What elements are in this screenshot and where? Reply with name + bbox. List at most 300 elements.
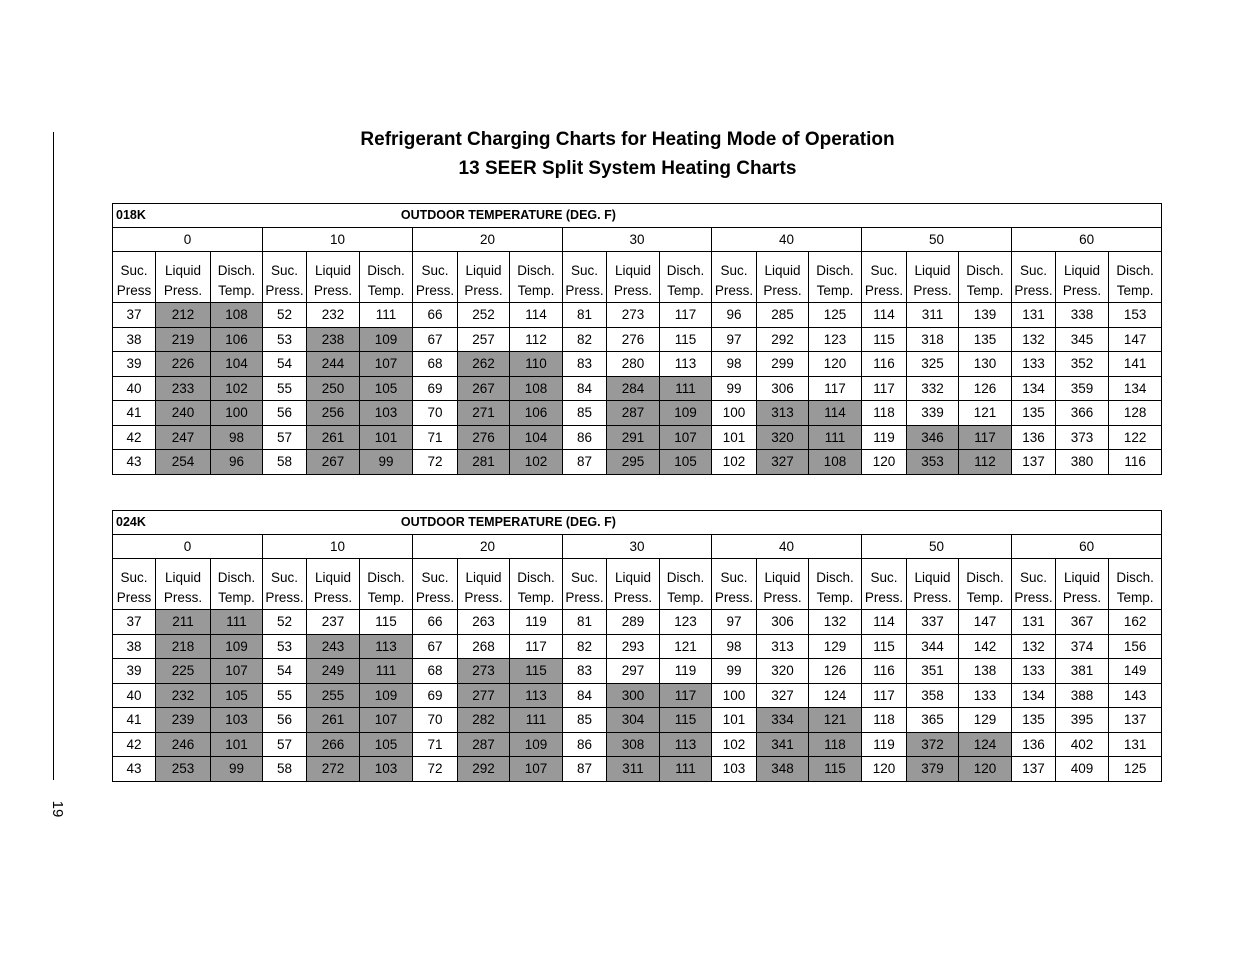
- column-header: Press.: [307, 587, 360, 610]
- table-cell: 253: [156, 757, 211, 782]
- table-cell: 107: [660, 425, 712, 450]
- table-cell: 101: [712, 708, 757, 733]
- table-cell: 139: [959, 303, 1012, 328]
- table-cell: 137: [1012, 450, 1056, 475]
- table-cell: 299: [757, 352, 809, 377]
- table-cell: 133: [1012, 352, 1056, 377]
- table-cell: 103: [360, 757, 413, 782]
- table-cell: 123: [809, 327, 862, 352]
- temperature-group-header: 60: [1012, 535, 1162, 559]
- column-header: Press.: [458, 280, 510, 303]
- table-cell: 300: [607, 683, 660, 708]
- table-cell: 311: [607, 757, 660, 782]
- column-header: Suc.: [1012, 252, 1056, 281]
- table-cell: 99: [712, 659, 757, 684]
- table-cell: 252: [458, 303, 510, 328]
- table-cell: 239: [156, 708, 211, 733]
- outdoor-temperature-heading: OUTDOOR TEMPERATURE (DEG. F): [156, 511, 1162, 535]
- temperature-group-header: 40: [712, 535, 862, 559]
- column-header: Press: [113, 587, 156, 610]
- table-cell: 43: [113, 450, 156, 475]
- table-cell: 134: [1012, 683, 1056, 708]
- table-cell: 99: [712, 376, 757, 401]
- column-header: Temp.: [660, 587, 712, 610]
- table-cell: 243: [307, 634, 360, 659]
- table-cell: 105: [211, 683, 263, 708]
- column-header: Suc.: [563, 559, 607, 588]
- table-cell: 232: [307, 303, 360, 328]
- column-header: Press.: [263, 280, 307, 303]
- column-header: Liquid: [156, 252, 211, 281]
- table-cell: 135: [1012, 401, 1056, 426]
- table-cell: 102: [510, 450, 563, 475]
- table-cell: 40: [113, 376, 156, 401]
- table-cell: 132: [809, 610, 862, 635]
- table-cell: 55: [263, 376, 307, 401]
- table-cell: 84: [563, 683, 607, 708]
- column-header: Press.: [1056, 280, 1109, 303]
- table-cell: 124: [959, 732, 1012, 757]
- table-cell: 346: [907, 425, 959, 450]
- table-cell: 292: [757, 327, 809, 352]
- table-cell: 372: [907, 732, 959, 757]
- table-cell: 232: [156, 683, 211, 708]
- table-cell: 246: [156, 732, 211, 757]
- table-cell: 281: [458, 450, 510, 475]
- table-cell: 120: [862, 450, 907, 475]
- table-cell: 86: [563, 425, 607, 450]
- table-cell: 117: [862, 683, 907, 708]
- table-cell: 297: [607, 659, 660, 684]
- table-cell: 131: [1012, 610, 1056, 635]
- table-cell: 98: [211, 425, 263, 450]
- column-header: Disch.: [510, 559, 563, 588]
- table-cell: 352: [1056, 352, 1109, 377]
- column-header: Suc.: [263, 252, 307, 281]
- table-cell: 306: [757, 376, 809, 401]
- table-cell: 381: [1056, 659, 1109, 684]
- column-header: Disch.: [959, 559, 1012, 588]
- column-header: Press.: [563, 587, 607, 610]
- table-cell: 37: [113, 303, 156, 328]
- table-cell: 66: [413, 610, 458, 635]
- table-cell: 267: [458, 376, 510, 401]
- table-cell: 126: [809, 659, 862, 684]
- column-header: Temp.: [959, 587, 1012, 610]
- column-header: Disch.: [211, 252, 263, 281]
- page-title: Refrigerant Charging Charts for Heating Mode of Operation: [360, 129, 895, 150]
- table-row: [113, 610, 1162, 635]
- column-header: Press.: [862, 587, 907, 610]
- charging-chart-024k: [112, 510, 1162, 782]
- column-header: Press.: [607, 280, 660, 303]
- table-cell: 262: [458, 352, 510, 377]
- table-cell: 96: [712, 303, 757, 328]
- table-cell: 142: [959, 634, 1012, 659]
- table-cell: 121: [809, 708, 862, 733]
- table-row: [113, 425, 1162, 450]
- table-cell: 117: [809, 376, 862, 401]
- table-cell: 108: [211, 303, 263, 328]
- table-cell: 111: [510, 708, 563, 733]
- column-header: Disch.: [360, 559, 413, 588]
- table-cell: 121: [959, 401, 1012, 426]
- table-cell: 337: [907, 610, 959, 635]
- table-cell: 308: [607, 732, 660, 757]
- column-header: Liquid: [907, 559, 959, 588]
- outdoor-temperature-heading: OUTDOOR TEMPERATURE (DEG. F): [156, 204, 1162, 228]
- table-cell: 289: [607, 610, 660, 635]
- table-cell: 273: [458, 659, 510, 684]
- table-cell: 117: [959, 425, 1012, 450]
- column-header: Suc.: [1012, 559, 1056, 588]
- table-cell: 137: [1109, 708, 1162, 733]
- table-cell: 111: [360, 659, 413, 684]
- table-cell: 115: [809, 757, 862, 782]
- table-cell: 37: [113, 610, 156, 635]
- table-cell: 87: [563, 450, 607, 475]
- table-cell: 104: [211, 352, 263, 377]
- table-cell: 105: [360, 732, 413, 757]
- table-cell: 100: [712, 401, 757, 426]
- column-header: Suc.: [712, 252, 757, 281]
- table-cell: 38: [113, 327, 156, 352]
- table-cell: 103: [211, 708, 263, 733]
- table-cell: 87: [563, 757, 607, 782]
- table-cell: 107: [360, 708, 413, 733]
- table-cell: 113: [660, 352, 712, 377]
- table-cell: 41: [113, 401, 156, 426]
- table-cell: 351: [907, 659, 959, 684]
- table-cell: 68: [413, 352, 458, 377]
- table-cell: 318: [907, 327, 959, 352]
- table-cell: 56: [263, 708, 307, 733]
- column-header: Press.: [156, 587, 211, 610]
- temperature-group-header: 0: [113, 535, 263, 559]
- column-header: Press.: [563, 280, 607, 303]
- table-cell: 97: [712, 610, 757, 635]
- table-cell: 106: [510, 401, 563, 426]
- column-header: Suc.: [413, 252, 458, 281]
- table-cell: 365: [907, 708, 959, 733]
- table-cell: 311: [907, 303, 959, 328]
- table-cell: 42: [113, 425, 156, 450]
- table-cell: 256: [307, 401, 360, 426]
- table-cell: 249: [307, 659, 360, 684]
- column-header: Liquid: [458, 559, 510, 588]
- table-cell: 287: [607, 401, 660, 426]
- column-header: Temp.: [211, 280, 263, 303]
- table-cell: 72: [413, 757, 458, 782]
- table-cell: 135: [1012, 708, 1056, 733]
- table-cell: 366: [1056, 401, 1109, 426]
- table-cell: 141: [1109, 352, 1162, 377]
- table-row: [113, 634, 1162, 659]
- table-cell: 114: [809, 401, 862, 426]
- column-header: Press.: [1012, 280, 1056, 303]
- table-cell: 113: [510, 683, 563, 708]
- temperature-group-header: 20: [413, 535, 563, 559]
- table-cell: 55: [263, 683, 307, 708]
- table-row: [113, 683, 1162, 708]
- table-cell: 107: [360, 352, 413, 377]
- temperature-group-header: 10: [263, 228, 413, 252]
- temperature-group-header: 40: [712, 228, 862, 252]
- column-header: Suc.: [113, 252, 156, 281]
- column-header: Press.: [907, 587, 959, 610]
- column-header: Liquid: [1056, 252, 1109, 281]
- table-cell: 40: [113, 683, 156, 708]
- column-header: Liquid: [1056, 559, 1109, 588]
- table-cell: 107: [510, 757, 563, 782]
- table-row: [113, 732, 1162, 757]
- table-cell: 113: [660, 732, 712, 757]
- table-cell: 257: [458, 327, 510, 352]
- table-cell: 147: [959, 610, 1012, 635]
- table-cell: 117: [862, 376, 907, 401]
- table-cell: 136: [1012, 425, 1056, 450]
- column-header: Disch.: [660, 252, 712, 281]
- table-cell: 162: [1109, 610, 1162, 635]
- table-cell: 113: [360, 634, 413, 659]
- table-cell: 71: [413, 732, 458, 757]
- column-header: Press.: [263, 587, 307, 610]
- table-cell: 373: [1056, 425, 1109, 450]
- temperature-group-header: 60: [1012, 228, 1162, 252]
- column-header: Disch.: [211, 559, 263, 588]
- table-cell: 112: [959, 450, 1012, 475]
- table-cell: 388: [1056, 683, 1109, 708]
- column-header: Press.: [1056, 587, 1109, 610]
- table-cell: 143: [1109, 683, 1162, 708]
- table-row: [113, 757, 1162, 782]
- page-number: 19: [49, 800, 66, 818]
- column-header: Temp.: [510, 280, 563, 303]
- page-margin-rule: [53, 132, 54, 780]
- table-cell: 292: [458, 757, 510, 782]
- table-cell: 268: [458, 634, 510, 659]
- column-header: Temp.: [510, 587, 563, 610]
- table-cell: 266: [307, 732, 360, 757]
- table-row: [113, 376, 1162, 401]
- table-cell: 233: [156, 376, 211, 401]
- table-cell: 334: [757, 708, 809, 733]
- table-cell: 54: [263, 352, 307, 377]
- table-cell: 111: [211, 610, 263, 635]
- table-cell: 52: [263, 610, 307, 635]
- table-cell: 348: [757, 757, 809, 782]
- table-cell: 70: [413, 401, 458, 426]
- table-cell: 276: [607, 327, 660, 352]
- column-header: Press: [113, 280, 156, 303]
- table-cell: 57: [263, 425, 307, 450]
- table-cell: 109: [211, 634, 263, 659]
- table-cell: 102: [712, 450, 757, 475]
- table-cell: 112: [510, 327, 563, 352]
- table-cell: 115: [862, 634, 907, 659]
- table-cell: 327: [757, 450, 809, 475]
- table-cell: 138: [959, 659, 1012, 684]
- table-row: [113, 303, 1162, 328]
- table-cell: 52: [263, 303, 307, 328]
- table-cell: 98: [712, 352, 757, 377]
- table-cell: 103: [360, 401, 413, 426]
- table-cell: 97: [712, 327, 757, 352]
- table-cell: 149: [1109, 659, 1162, 684]
- column-header: Suc.: [113, 559, 156, 588]
- table-cell: 116: [1109, 450, 1162, 475]
- table-row: [113, 327, 1162, 352]
- table-cell: 284: [607, 376, 660, 401]
- table-cell: 359: [1056, 376, 1109, 401]
- table-cell: 271: [458, 401, 510, 426]
- column-header: Suc.: [862, 252, 907, 281]
- table-cell: 238: [307, 327, 360, 352]
- table-row: [113, 450, 1162, 475]
- table-cell: 320: [757, 659, 809, 684]
- column-header: Disch.: [1109, 559, 1162, 588]
- table-cell: 86: [563, 732, 607, 757]
- table-cell: 409: [1056, 757, 1109, 782]
- table-cell: 263: [458, 610, 510, 635]
- column-header: Press.: [757, 587, 809, 610]
- table-cell: 120: [959, 757, 1012, 782]
- table-cell: 276: [458, 425, 510, 450]
- table-cell: 133: [1012, 659, 1056, 684]
- table-cell: 83: [563, 352, 607, 377]
- table-cell: 109: [510, 732, 563, 757]
- table-cell: 244: [307, 352, 360, 377]
- table-row: [113, 708, 1162, 733]
- column-header: Press.: [1012, 587, 1056, 610]
- table-cell: 134: [1109, 376, 1162, 401]
- column-header: Liquid: [307, 559, 360, 588]
- column-header: Press.: [413, 280, 458, 303]
- page-subtitle: 13 SEER Split System Heating Charts: [458, 158, 797, 179]
- table-cell: 129: [809, 634, 862, 659]
- column-header: Press.: [712, 280, 757, 303]
- table-cell: 53: [263, 327, 307, 352]
- table-cell: 293: [607, 634, 660, 659]
- table-cell: 247: [156, 425, 211, 450]
- column-header: Temp.: [809, 280, 862, 303]
- column-header: Press.: [757, 280, 809, 303]
- table-cell: 105: [660, 450, 712, 475]
- table-cell: 313: [757, 401, 809, 426]
- table-cell: 117: [510, 634, 563, 659]
- table-cell: 211: [156, 610, 211, 635]
- table-cell: 82: [563, 634, 607, 659]
- column-header: Press.: [458, 587, 510, 610]
- table-cell: 153: [1109, 303, 1162, 328]
- table-cell: 104: [510, 425, 563, 450]
- table-cell: 58: [263, 450, 307, 475]
- charging-chart-018k: [112, 203, 1162, 475]
- table-cell: 67: [413, 327, 458, 352]
- column-header: Press.: [862, 280, 907, 303]
- column-header: Liquid: [907, 252, 959, 281]
- table-cell: 131: [1012, 303, 1056, 328]
- table-cell: 115: [862, 327, 907, 352]
- column-header: Liquid: [757, 559, 809, 588]
- column-header: Suc.: [862, 559, 907, 588]
- table-cell: 272: [307, 757, 360, 782]
- table-cell: 103: [712, 757, 757, 782]
- table-cell: 106: [211, 327, 263, 352]
- temperature-group-header: 50: [862, 535, 1012, 559]
- temperature-group-header: 50: [862, 228, 1012, 252]
- table-cell: 287: [458, 732, 510, 757]
- table-cell: 254: [156, 450, 211, 475]
- table-cell: 115: [660, 708, 712, 733]
- table-cell: 69: [413, 376, 458, 401]
- table-cell: 358: [907, 683, 959, 708]
- table-cell: 101: [360, 425, 413, 450]
- table-cell: 125: [1109, 757, 1162, 782]
- table-cell: 285: [757, 303, 809, 328]
- table-cell: 295: [607, 450, 660, 475]
- table-cell: 291: [607, 425, 660, 450]
- table-cell: 99: [211, 757, 263, 782]
- table-cell: 147: [1109, 327, 1162, 352]
- table-cell: 108: [809, 450, 862, 475]
- column-header: Disch.: [809, 559, 862, 588]
- table-cell: 101: [211, 732, 263, 757]
- table-cell: 344: [907, 634, 959, 659]
- column-header: Press.: [907, 280, 959, 303]
- table-cell: 320: [757, 425, 809, 450]
- table-cell: 156: [1109, 634, 1162, 659]
- table-cell: 116: [862, 352, 907, 377]
- table-cell: 81: [563, 610, 607, 635]
- table-cell: 395: [1056, 708, 1109, 733]
- table-cell: 380: [1056, 450, 1109, 475]
- table-cell: 129: [959, 708, 1012, 733]
- table-cell: 81: [563, 303, 607, 328]
- column-header: Suc.: [712, 559, 757, 588]
- table-cell: 122: [1109, 425, 1162, 450]
- column-header: Press.: [156, 280, 211, 303]
- table-cell: 135: [959, 327, 1012, 352]
- table-cell: 261: [307, 708, 360, 733]
- column-header: Temp.: [809, 587, 862, 610]
- table-cell: 240: [156, 401, 211, 426]
- table-cell: 304: [607, 708, 660, 733]
- table-cell: 111: [660, 376, 712, 401]
- table-cell: 261: [307, 425, 360, 450]
- table-cell: 117: [660, 683, 712, 708]
- table-cell: 130: [959, 352, 1012, 377]
- table-cell: 102: [712, 732, 757, 757]
- table-cell: 115: [360, 610, 413, 635]
- table-cell: 277: [458, 683, 510, 708]
- column-header: Press.: [607, 587, 660, 610]
- table-cell: 345: [1056, 327, 1109, 352]
- table-cell: 82: [563, 327, 607, 352]
- column-header: Disch.: [1109, 252, 1162, 281]
- table-cell: 111: [809, 425, 862, 450]
- table-row: [113, 352, 1162, 377]
- table-cell: 367: [1056, 610, 1109, 635]
- table-cell: 226: [156, 352, 211, 377]
- column-header: Temp.: [1109, 587, 1162, 610]
- table-cell: 85: [563, 401, 607, 426]
- table-cell: 83: [563, 659, 607, 684]
- table-cell: 132: [1012, 634, 1056, 659]
- temperature-group-header: 0: [113, 228, 263, 252]
- table-cell: 111: [660, 757, 712, 782]
- table-cell: 54: [263, 659, 307, 684]
